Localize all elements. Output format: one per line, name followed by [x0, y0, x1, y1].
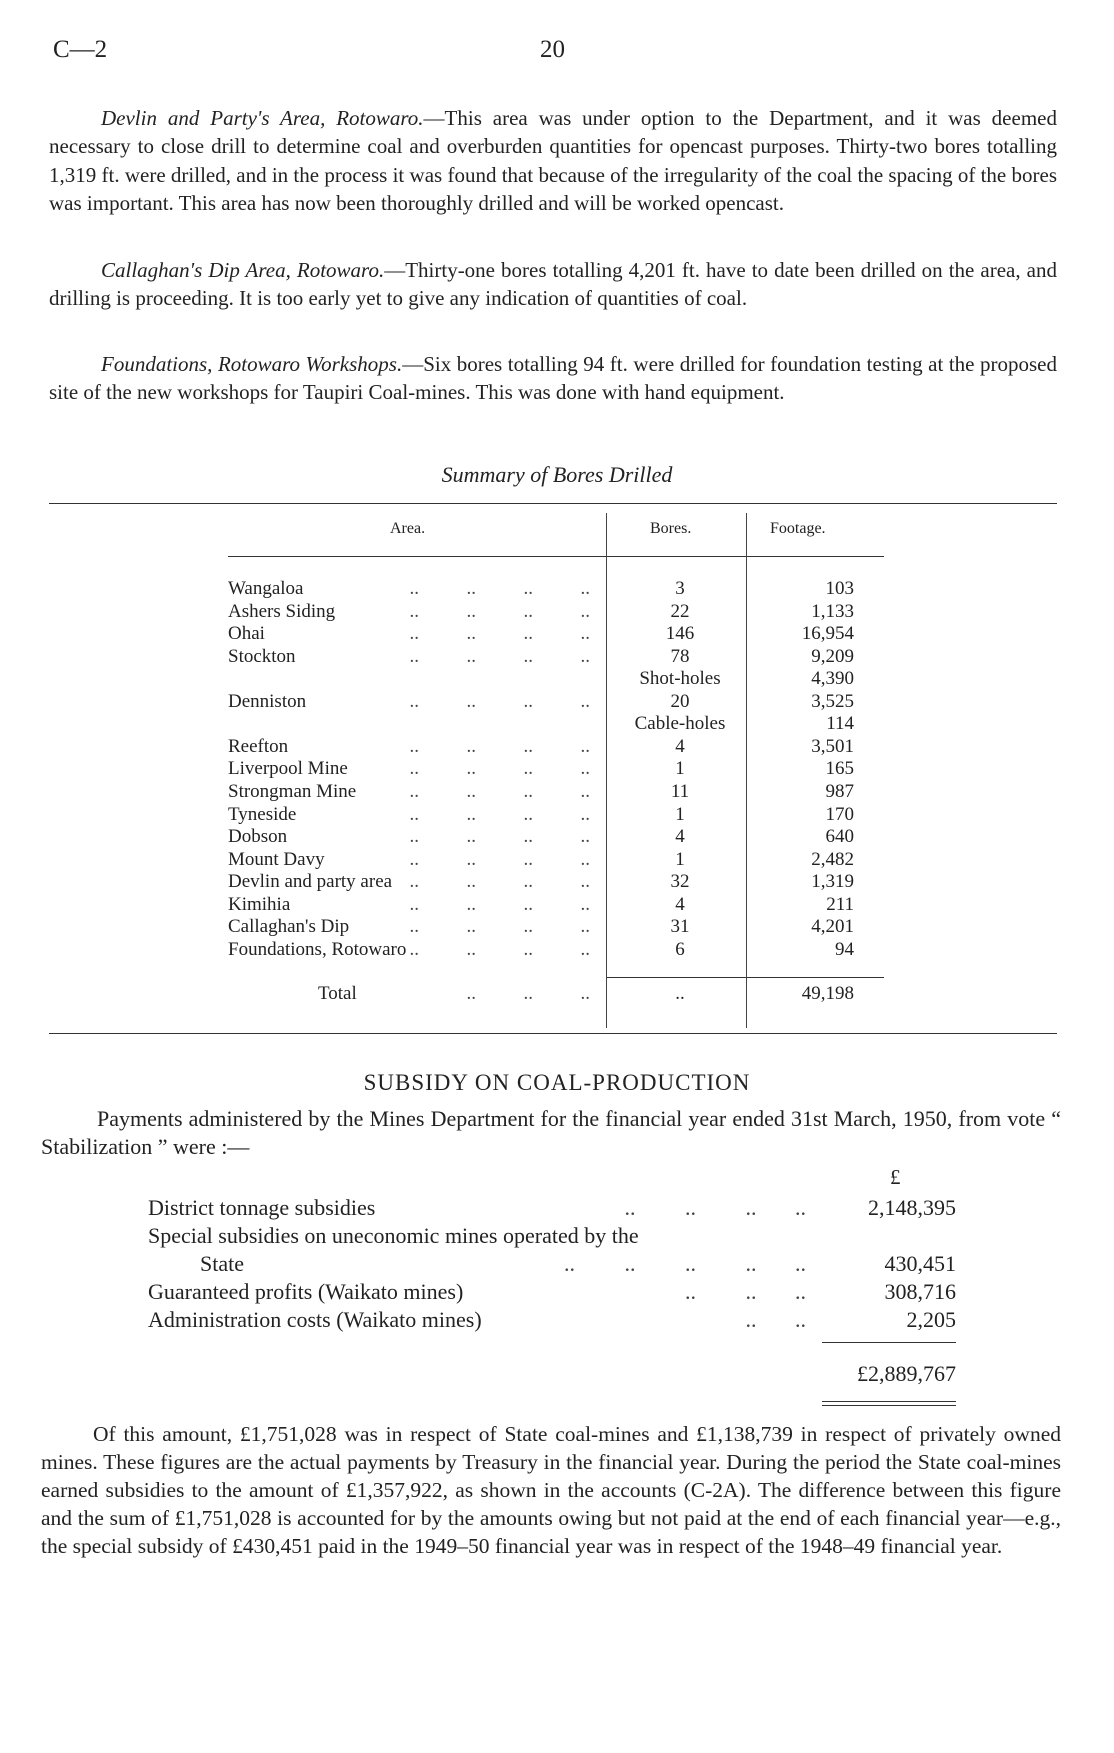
cell-footage: 4,201 [811, 916, 854, 938]
cell-bores: Cable-holes [634, 713, 726, 735]
column-header-area: Area. [390, 520, 426, 537]
column-header-footage: Footage. [770, 520, 826, 537]
cell-footage: 94 [835, 938, 854, 960]
cell-bores: 3 [675, 578, 685, 599]
table-row [0, 736, 1114, 759]
cell-bores: 22 [670, 600, 690, 622]
subsidy-item: Administration costs (Waikato mines) .. .. 2,205 [148, 1307, 956, 1332]
cell-bores: Shot-holes [639, 668, 721, 690]
table-row [0, 916, 1114, 939]
cell-footage: 2,482 [811, 848, 854, 870]
cell-footage: 3,501 [811, 735, 854, 757]
paragraph-text: —Six bores totalling 94 ft. were drilled for foundation testing at the proposed site of the new workshops for Taupiri Coal-mines. This was done with hand equipment. [49, 352, 1058, 405]
subsidy-total-amount: £2,889,767 [857, 1361, 956, 1386]
page-number: 20 [540, 36, 565, 63]
cell-area: .. .. .. .. Wangaloa [228, 578, 590, 599]
table-row [0, 758, 1114, 781]
paragraph-callaghan [49, 256, 1057, 313]
subsidy-total [148, 1360, 956, 1388]
table-row [0, 601, 1114, 624]
section-title: SUBSIDY ON COAL-PRODUCTION [363, 1070, 751, 1095]
cell-area: .. .. .. .. Stockton [228, 645, 590, 667]
cell-bores: 1 [675, 758, 685, 780]
subsidy-sum-rule [822, 1342, 956, 1343]
cell-area: .. .. .. .. Strongman Mine [228, 780, 590, 802]
cell-bores: 6 [675, 938, 685, 960]
cell-footage: 4,390 [811, 668, 854, 690]
cell-footage: 987 [825, 780, 854, 802]
table-row [0, 668, 1114, 691]
cell-footage: 3,525 [811, 690, 854, 712]
cell-area: .. .. .. .. Ashers Siding [228, 600, 590, 622]
table-row [0, 623, 1114, 646]
table-row [0, 849, 1114, 872]
cell-area: .. .. .. .. Liverpool Mine [228, 758, 590, 780]
total-bores: .. [675, 983, 685, 1004]
cell-area: .. .. .. .. Denniston [228, 690, 590, 712]
subsidy-amount: 430,451 [884, 1251, 956, 1276]
cell-footage: 1,133 [811, 600, 854, 622]
table-bottom-rule [49, 1033, 1057, 1034]
table-row [0, 646, 1114, 669]
cell-footage: 9,209 [811, 645, 854, 667]
table-row [0, 871, 1114, 894]
document-code: C—2 [53, 36, 108, 63]
table-row [0, 894, 1114, 917]
cell-footage: 103 [825, 578, 854, 599]
cell-footage: 165 [825, 758, 854, 780]
table-row [0, 713, 1114, 736]
subsidy-item: State .. .. .. .. .. 430,451 [200, 1251, 956, 1276]
table-total-rule [606, 977, 884, 978]
subsidy-item: Guaranteed profits (Waikato mines) .. .. .. 308,716 [148, 1279, 956, 1304]
cell-footage: 170 [825, 803, 854, 825]
subsidy-item: Special subsidies on uneconomic mines operated by the [148, 1223, 639, 1248]
paragraph-text: —This area was under option to the Department, and it was deemed necessary to close drill to determine coal and overburden quantities for opencast purposes. Thirty-two bores totalling 1,319 ft. were drilled, and in the process it was found that because of the irregularity of the coal the spacing of the bores was important. This area has now been thoroughly drilled and will be worked opencast. [49, 106, 1057, 215]
cell-area: .. .. .. .. Callaghan's Dip [228, 916, 590, 938]
cell-bores: 4 [675, 826, 685, 848]
table-row [0, 691, 1114, 714]
cell-area: .. .. .. .. Mount Davy [228, 848, 590, 870]
cell-area: .. .. .. .. Dobson [228, 826, 590, 848]
table-row [0, 939, 1114, 962]
cell-footage: 1,319 [811, 871, 854, 893]
subsidy-double-rule-top [822, 1401, 956, 1402]
cell-bores: 20 [670, 690, 690, 712]
cell-bores: 11 [670, 780, 690, 802]
cell-footage: 114 [826, 713, 854, 735]
cell-bores: 1 [675, 803, 685, 825]
cell-area: .. .. .. .. Devlin and party area [228, 871, 590, 893]
total-footage: 49,198 [801, 983, 854, 1004]
table-row [0, 826, 1114, 849]
subsidy-intro: Payments administered by the Mines Department for the financial year ended 31st March, 1950, from vote “ Stabilization ” were :— [41, 1106, 1061, 1159]
paragraph-heading: Devlin and Party's Area, Rotowaro. [101, 106, 424, 130]
paragraph-text: —Thirty-one bores totalling 4,201 ft. have to date been drilled on the area, and drilling is proceeding. It is too early yet to give any indication of quantities of coal. [49, 258, 1057, 311]
subsidy-double-rule-bottom [822, 1405, 956, 1406]
paragraph-foundations [49, 350, 1057, 407]
cell-bores: 32 [670, 871, 690, 893]
table-total-row: .. .. .. Total .. 49,198 [318, 983, 854, 1004]
cell-area: .. .. .. .. Kimihia [228, 893, 590, 915]
table-header-rule [228, 556, 884, 557]
subsidy-item: District tonnage subsidies .. .. .. .. 2,148,395 [148, 1195, 956, 1220]
table-top-rule [49, 503, 1057, 504]
cell-bores: 1 [675, 848, 685, 870]
total-label: Total [318, 983, 360, 1004]
cell-area: .. .. .. .. Tyneside [228, 803, 590, 825]
table-row [0, 781, 1114, 804]
cell-footage: 640 [825, 826, 854, 848]
paragraph-devlin [49, 104, 1057, 217]
cell-area: .. .. .. .. Reefton [228, 735, 590, 757]
cell-bores: 4 [675, 893, 685, 915]
table-caption: Summary of Bores Drilled [441, 462, 673, 487]
closing-paragraph: Of this amount, £1,751,028 was in respect of State coal-mines and £1,138,739 in respect of privately owned mines. These figures are the actual payments by Treasury in the financial year. During the period the State coal-mines earned subsidies to the amount of £1,357,922, as shown in the accounts (C-2A). The difference between this figure and the sum of £1,751,028 is accounted for by the amounts owing but not paid at the end of each financial year—e.g., the special subsidy of £430,451 paid in the 1949–50 financial year was in respect of the 1948–49 financial year. [41, 1422, 1061, 1558]
subsidy-amount: 2,148,395 [868, 1195, 956, 1220]
subsidy-amount: 2,205 [906, 1307, 956, 1332]
table-row [0, 578, 1114, 601]
cell-area: .. .. .. .. Ohai [228, 623, 590, 645]
cell-bores: 78 [670, 645, 690, 667]
paragraph-heading: Foundations, Rotowaro Workshops. [101, 352, 403, 376]
paragraph-heading: Callaghan's Dip Area, Rotowaro. [101, 258, 385, 282]
cell-bores: 31 [670, 916, 690, 938]
table-row [0, 804, 1114, 827]
cell-area: .. .. .. .. Foundations, Rotowaro [228, 938, 590, 960]
cell-bores: 146 [665, 623, 695, 645]
currency-symbol: £ [890, 1165, 901, 1189]
cell-footage: 16,954 [801, 623, 854, 645]
cell-footage: 211 [826, 893, 854, 915]
column-header-bores: Bores. [650, 520, 692, 537]
subsidy-amount: 308,716 [884, 1279, 956, 1304]
cell-bores: 4 [675, 735, 685, 757]
